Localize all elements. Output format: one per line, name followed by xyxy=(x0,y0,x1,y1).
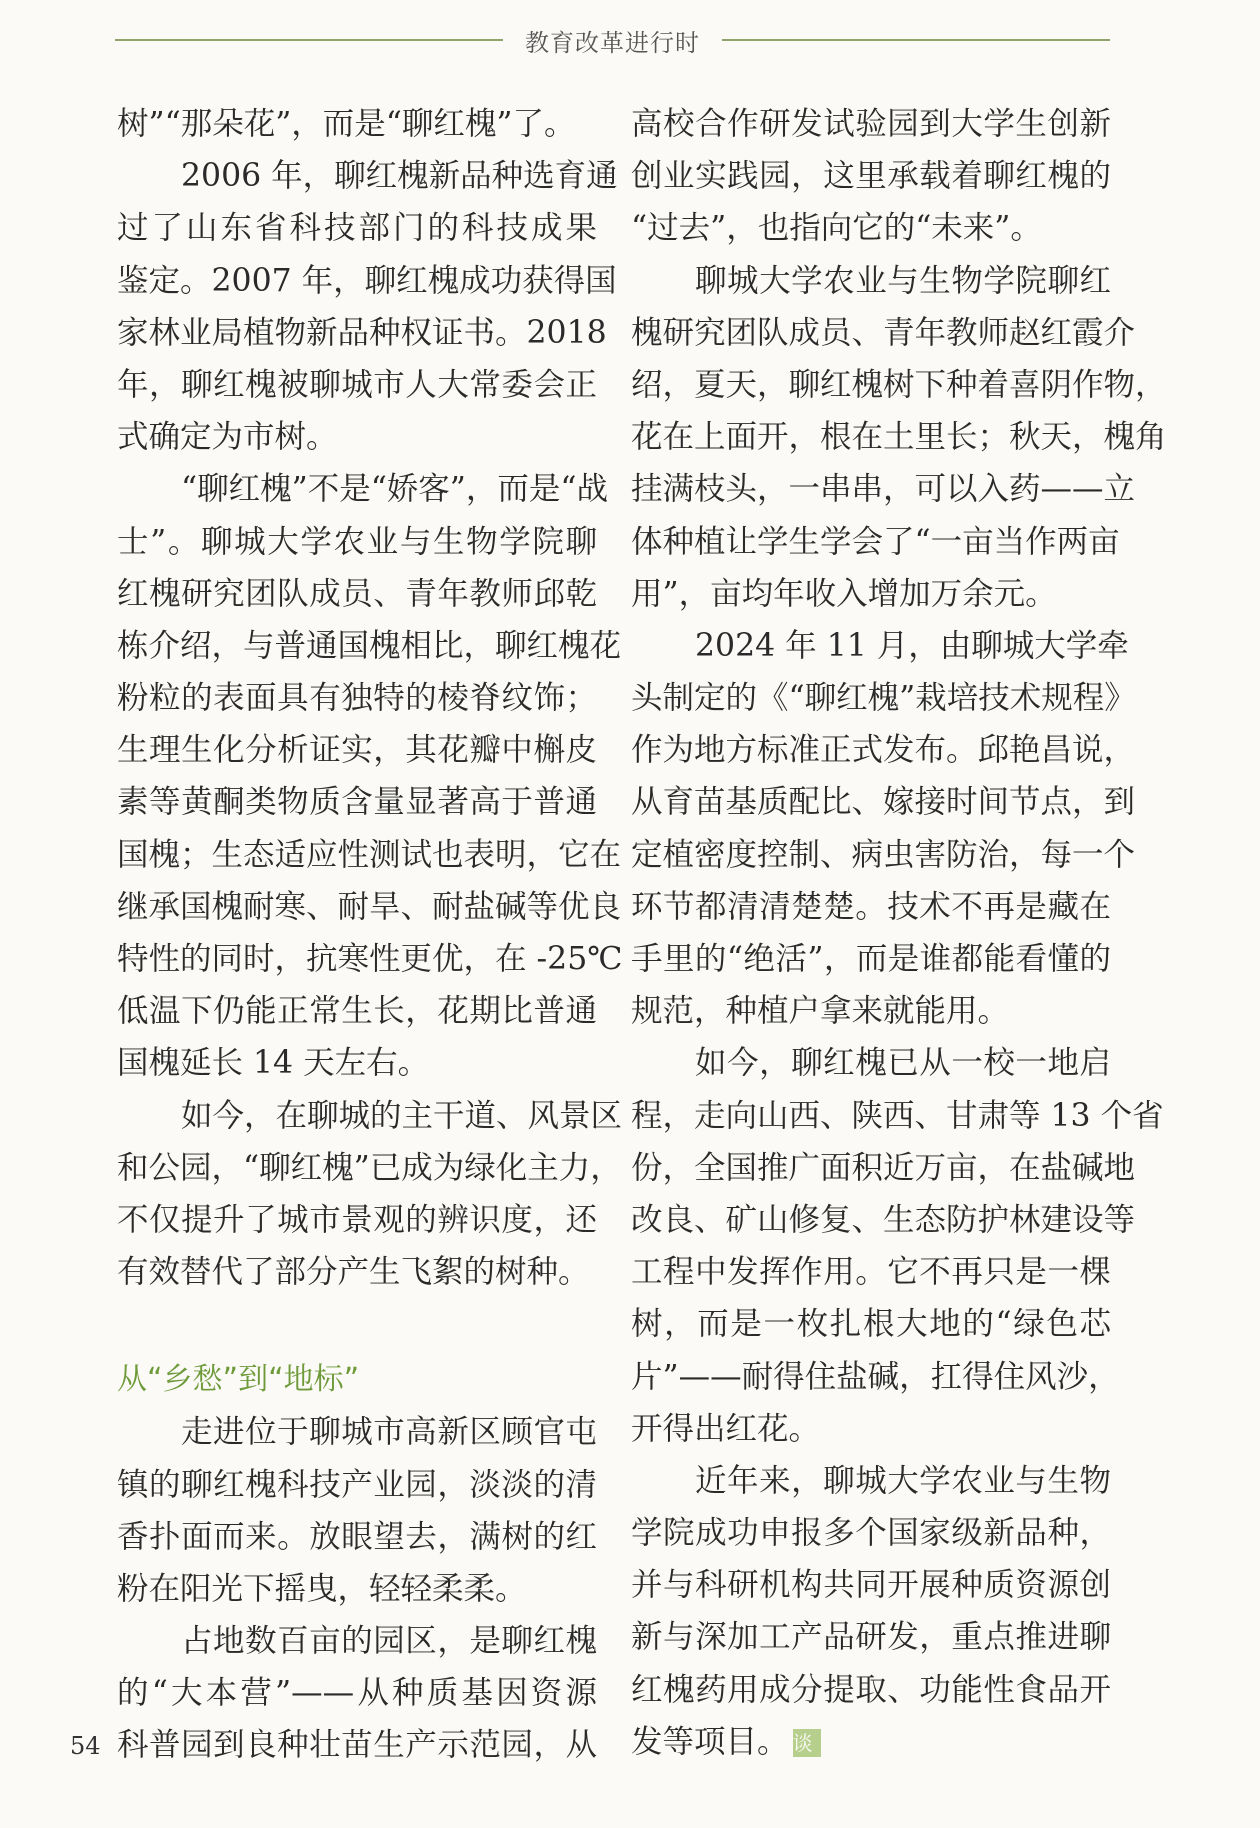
header-rule-left xyxy=(115,39,503,41)
text-line: 绍，夏天，聊红槐树下种着喜阴作物， xyxy=(631,366,1167,403)
section-subheading: 从“乡愁”到“地标” xyxy=(117,1362,360,1398)
text-line: 树”“那朵花”，而是“聊红槐”了。 xyxy=(117,106,576,142)
text-line: 年，聊红槐被聊城市人大常委会正 xyxy=(117,366,597,403)
page-number: 54 xyxy=(70,1732,101,1760)
text-line: 定植密度控制、病虫害防治，每一个 xyxy=(631,836,1136,873)
text-line: 创业实践园，这里承载着聊红槐的 xyxy=(631,158,1111,195)
text-line: 片”——耐得住盐碱，扛得住风沙， xyxy=(631,1358,1120,1395)
text-line: 镇的聊红槐科技产业园，淡淡的清 xyxy=(117,1466,597,1503)
text-line: 环节都清清楚楚。技术不再是藏在 xyxy=(631,888,1111,925)
running-header xyxy=(115,18,1110,62)
text-line: 挂满枝头，一串串，可以入药——立 xyxy=(631,471,1136,508)
text-line: 国槐；生态适应性测试也表明，它在 xyxy=(117,836,622,873)
text-line: 低温下仍能正常生长，花期比普通 xyxy=(117,993,597,1030)
text-line: 改良、矿山修复、生态防护林建设等 xyxy=(631,1201,1136,1238)
text-line: 有效替代了部分产生飞絮的树种。 xyxy=(117,1254,590,1291)
header-rule-right xyxy=(722,39,1110,41)
left-column xyxy=(117,98,623,1772)
text-line: 工程中发挥作用。它不再只是一棵 xyxy=(631,1254,1111,1291)
text-line: 家林业局植物新品种权证书。2018 xyxy=(117,314,607,351)
text-line: 过了山东省科技部门的科技成果 xyxy=(117,210,597,247)
text-line: 开得出红花。 xyxy=(631,1410,821,1447)
article-end-mark: 谈 xyxy=(793,1729,821,1757)
text-line: 式确定为市树。 xyxy=(117,419,338,456)
text-line: 粉在阳光下摇曳，轻轻柔柔。 xyxy=(117,1570,527,1607)
text-line: 体种植让学生学会了“一亩当作两亩 xyxy=(631,523,1120,560)
text-line: 2006 年，聊红槐新品种选育通 xyxy=(181,158,618,195)
text-line: “过去”，也指向它的“未来”。 xyxy=(631,210,1042,247)
text-line: 士”。聊城大学农业与生物学院聊 xyxy=(117,523,597,560)
text-line: 的“大本营”——从种质基因资源 xyxy=(117,1675,597,1712)
text-line: 科普园到良种壮苗生产示范园，从 xyxy=(117,1727,597,1764)
text-line: 份，全国推广面积近万亩，在盐碱地 xyxy=(631,1149,1136,1186)
text-line: 继承国槐耐寒、耐旱、耐盐碱等优良 xyxy=(117,888,622,925)
text-line: 生理生化分析证实，其花瓣中槲皮 xyxy=(117,732,597,769)
text-line: 2024 年 11 月，由聊城大学牵 xyxy=(695,627,1129,664)
text-line: 近年来，聊城大学农业与生物 xyxy=(695,1462,1111,1499)
text-line-final xyxy=(631,1716,1111,1768)
text-line: 手里的“绝活”，而是谁都能看懂的 xyxy=(631,941,1111,977)
text-line: 新与深加工产品研发，重点推进聊 xyxy=(631,1619,1111,1656)
text-line: 粉粒的表面具有独特的棱脊纹饰； xyxy=(117,680,597,717)
text-line: 头制定的《“聊红槐”栽培技术规程》 xyxy=(631,680,1136,717)
text-line: 香扑面而来。放眼望去，满树的红 xyxy=(117,1518,597,1555)
section-title: 教育改革进行时 xyxy=(525,28,700,57)
text-line-final-text: 发等项目。 xyxy=(631,1723,789,1760)
text-line: 国槐延长 14 天左右。 xyxy=(117,1045,430,1082)
text-line: 用”，亩均年收入增加万余元。 xyxy=(631,575,1057,612)
text-line: 如今，在聊城的主干道、风景区 xyxy=(181,1097,623,1134)
section-spacer xyxy=(117,1298,597,1354)
text-line: 作为地方标准正式发布。邱艳昌说， xyxy=(631,732,1136,769)
text-line: 树，而是一枚扎根大地的“绿色芯 xyxy=(631,1306,1111,1343)
text-line: 规范，种植户拿来就能用。 xyxy=(631,993,1010,1030)
text-line: 走进位于聊城市高新区顾官屯 xyxy=(181,1414,597,1451)
text-line: 占地数百亩的园区，是聊红槐 xyxy=(181,1623,597,1660)
text-line: 并与科研机构共同开展种质资源创 xyxy=(631,1567,1111,1604)
text-line: 学院成功申报多个国家级新品种， xyxy=(631,1515,1111,1552)
text-line: 鉴定。2007 年，聊红槐成功获得国 xyxy=(117,262,617,299)
text-line: 从育苗基质配比、嫁接时间节点，到 xyxy=(631,784,1136,821)
text-line: 栋介绍，与普通国槐相比，聊红槐花 xyxy=(117,627,622,664)
text-line: 如今，聊红槐已从一校一地启 xyxy=(695,1045,1111,1082)
text-line: “聊红槐”不是“娇客”，而是“战 xyxy=(181,471,609,508)
text-line: 槐研究团队成员、青年教师赵红霞介 xyxy=(631,314,1136,351)
text-line: 花在上面开，根在土里长；秋天，槐角 xyxy=(631,419,1167,456)
text-line: 聊城大学农业与生物学院聊红 xyxy=(695,262,1111,299)
text-line: 红槐药用成分提取、功能性食品开 xyxy=(631,1671,1111,1708)
text-line: 不仅提升了城市景观的辨识度，还 xyxy=(117,1201,597,1238)
text-line: 红槐研究团队成员、青年教师邱乾 xyxy=(117,575,597,612)
right-column xyxy=(631,98,1167,1768)
text-line: 程，走向山西、陕西、甘肃等 13 个省 xyxy=(631,1097,1164,1134)
text-line: 特性的同时，抗寒性更优，在 -25℃ xyxy=(117,941,623,977)
text-line: 高校合作研发试验园到大学生创新 xyxy=(631,106,1111,142)
text-line: 素等黄酮类物质含量显著高于普通 xyxy=(117,784,597,821)
text-line: 和公园，“聊红槐”已成为绿化主力， xyxy=(117,1149,622,1186)
